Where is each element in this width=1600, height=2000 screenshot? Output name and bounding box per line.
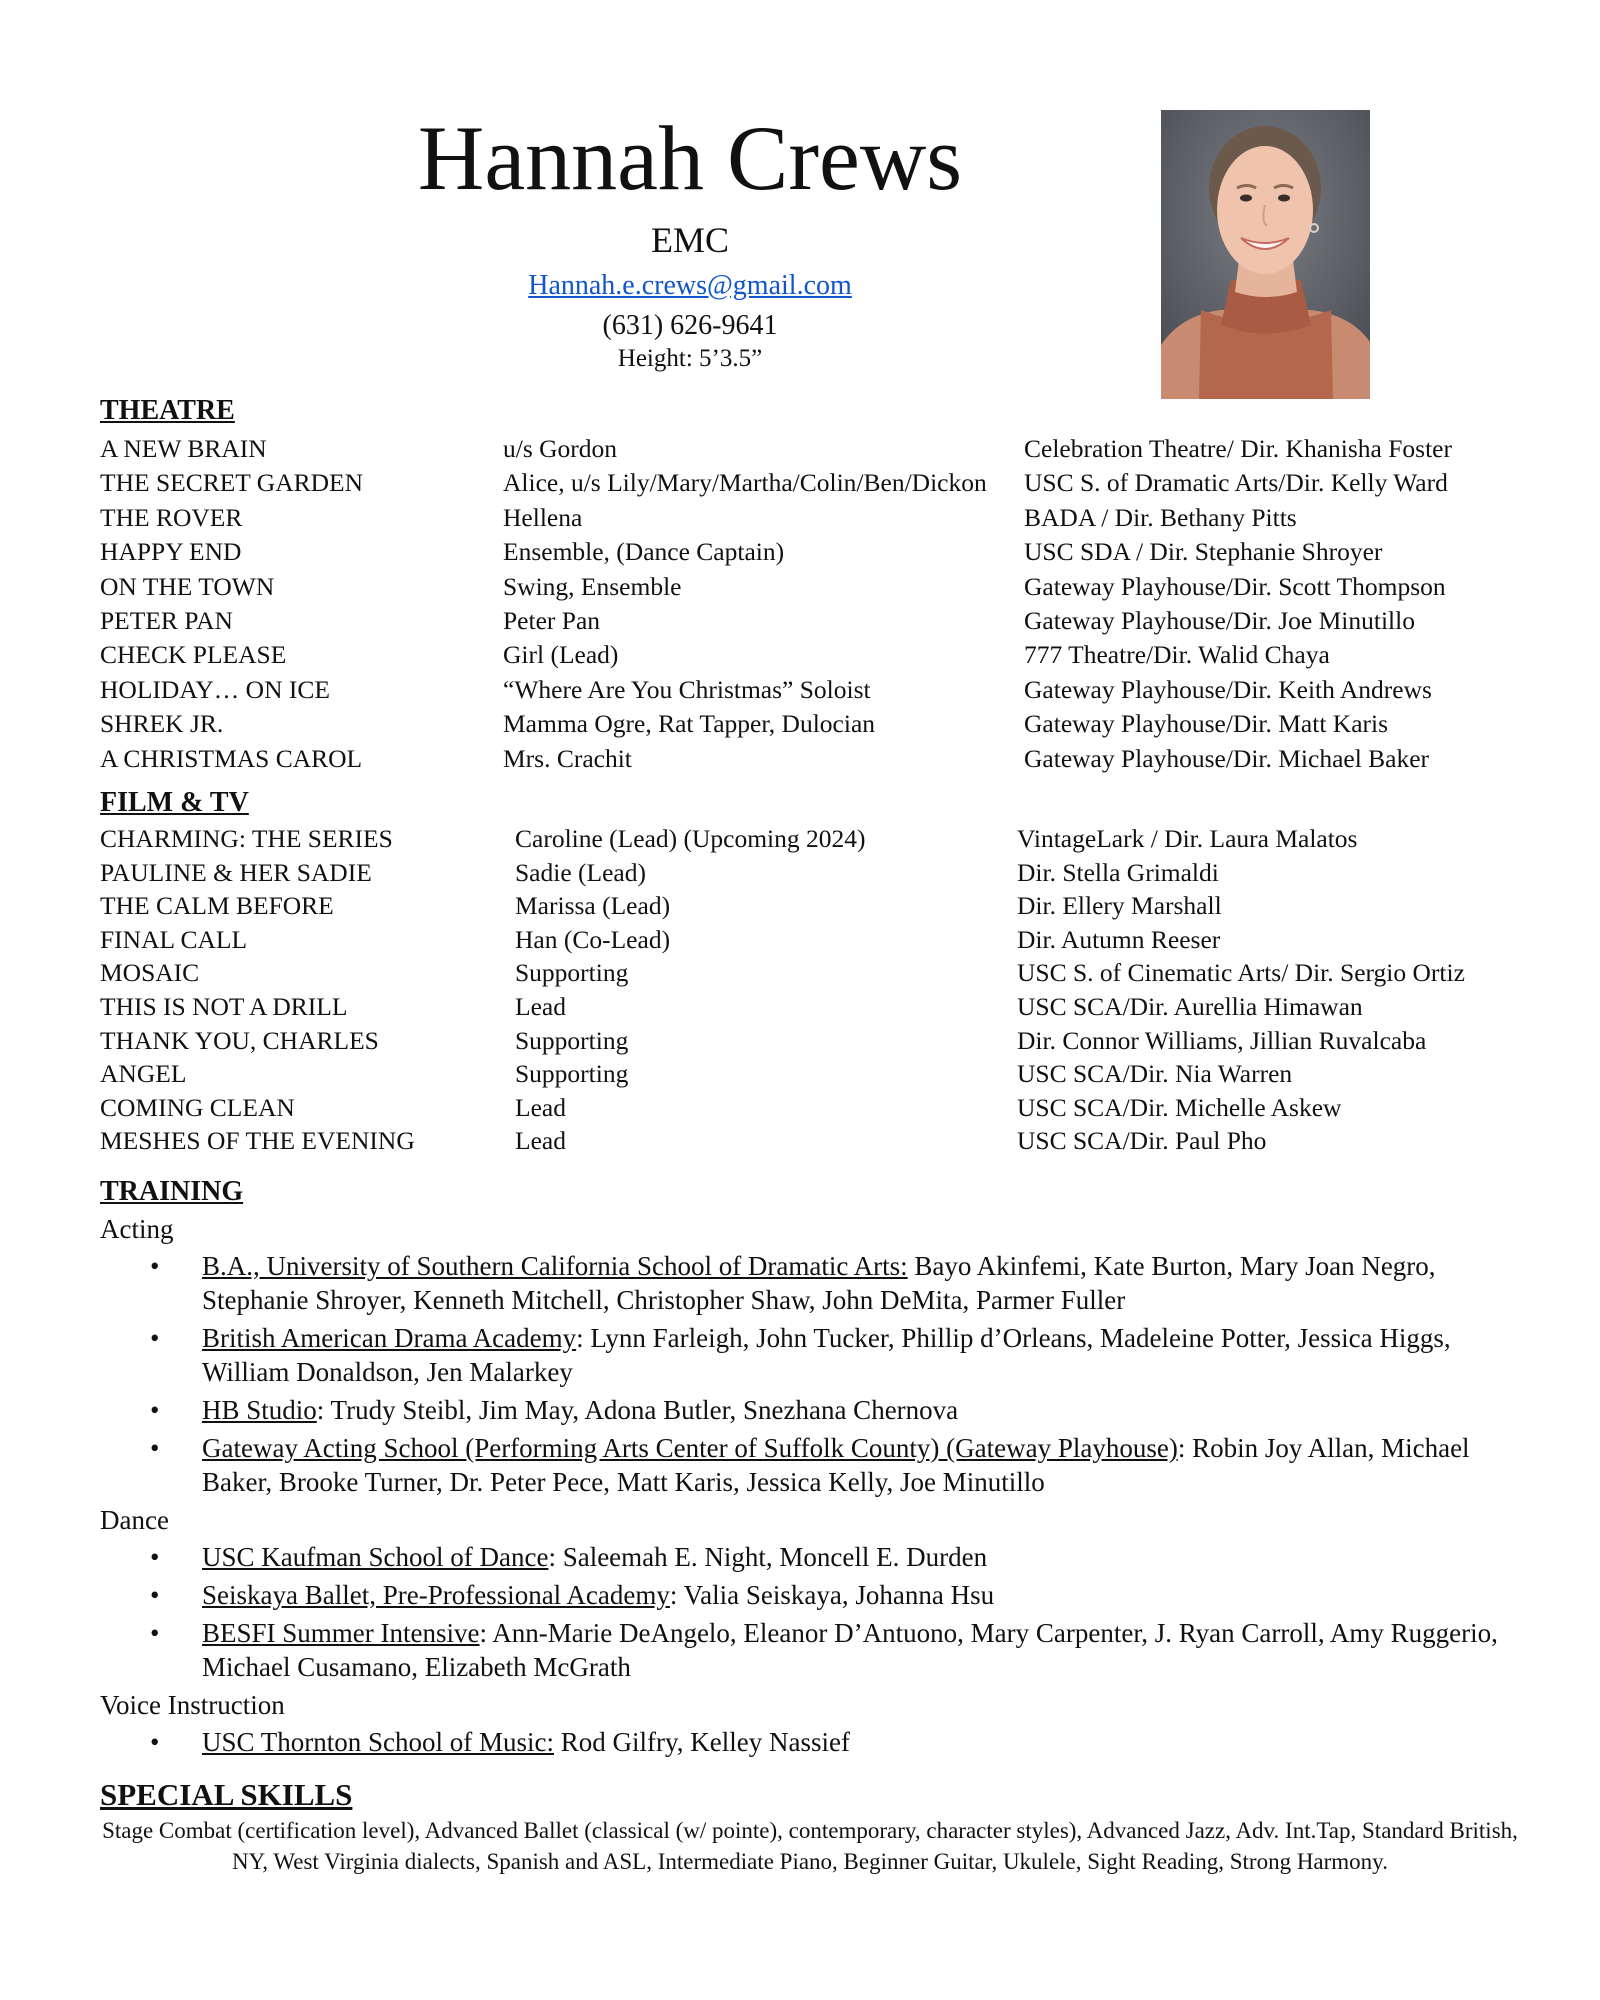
training-category-voice: Voice Instruction bbox=[100, 1690, 285, 1720]
credit-row bbox=[100, 638, 1520, 672]
training-item bbox=[100, 1393, 1540, 1427]
acting-list bbox=[100, 1249, 1540, 1499]
credit-row bbox=[100, 990, 1520, 1024]
credit-role: Marissa (Lead) bbox=[515, 891, 671, 921]
credit-show-title: MOSAIC bbox=[100, 958, 200, 988]
credit-row bbox=[100, 742, 1520, 776]
training-instructors: : Robin Joy Allan, Michael Baker, Brooke Turner, Dr. Peter Pece, Matt Karis, Jessica Kelly, Joe Minutillo bbox=[202, 1433, 1470, 1497]
credit-role: “Where Are You Christmas” Soloist bbox=[503, 674, 871, 704]
training-instructors: Bayo Akinfemi, Kate Burton, Mary Joan Negro, Stephanie Shroyer, Kenneth Mitchell, Christopher Shaw, John DeMita, Parmer Fuller bbox=[202, 1251, 1436, 1315]
credit-venue: Celebration Theatre/ Dir. Khanisha Foster bbox=[1024, 434, 1452, 463]
email-link[interactable]: Hannah.e.crews@gmail.com bbox=[528, 270, 852, 301]
training-school: Seiskaya Ballet, Pre-Professional Academy bbox=[202, 1580, 670, 1610]
headshot-photo bbox=[1161, 110, 1370, 399]
credit-role: Ensemble, (Dance Captain) bbox=[503, 537, 785, 567]
credit-venue: Dir. Ellery Marshall bbox=[1017, 891, 1222, 921]
credit-role: Peter Pan bbox=[503, 605, 601, 635]
credit-role: Supporting bbox=[515, 958, 629, 988]
training-instructors: : Trudy Steibl, Jim May, Adona Butler, Snezhana Chernova bbox=[316, 1395, 959, 1425]
credit-role: Mamma Ogre, Rat Tapper, Dulocian bbox=[503, 709, 876, 739]
credit-venue: Dir. Autumn Reeser bbox=[1017, 924, 1221, 954]
training-school: USC Thornton School of Music: bbox=[202, 1727, 555, 1757]
film-tv-heading: FILM & TV bbox=[100, 787, 249, 818]
credit-row bbox=[100, 535, 1520, 569]
credit-show-title: FINAL CALL bbox=[100, 924, 248, 954]
credit-venue: USC SDA / Dir. Stephanie Shroyer bbox=[1024, 537, 1383, 567]
credit-show-title: HAPPY END bbox=[100, 537, 242, 567]
credit-show-title: THIS IS NOT A DRILL bbox=[100, 991, 348, 1021]
credit-venue: Gateway Playhouse/Dir. Scott Thompson bbox=[1024, 571, 1446, 601]
special-skills-text: Stage Combat (certification level), Advanced Ballet (classical (w/ pointe), contemporary, character styles), Advanced Jazz, Adv. Int.Tap, Standard British, NY, West Virginia dialects, Spanish and ASL, Intermediate Piano, Beginner Guitar, Ukulele, Sight Reading, Strong Harmony. bbox=[102, 1818, 1518, 1874]
credit-role: Lead bbox=[515, 991, 566, 1021]
credit-row bbox=[100, 889, 1520, 923]
credit-show-title: PETER PAN bbox=[100, 605, 233, 635]
credit-show-title: MESHES OF THE EVENING bbox=[100, 1126, 415, 1156]
credit-venue: USC SCA/Dir. Aurellia Himawan bbox=[1017, 991, 1363, 1021]
training-school: B.A., University of Southern California School of Dramatic Arts: bbox=[202, 1251, 908, 1281]
credit-venue: VintageLark / Dir. Laura Malatos bbox=[1017, 824, 1358, 853]
credit-show-title: THE SECRET GARDEN bbox=[100, 468, 364, 498]
credit-show-title: PAULINE & HER SADIE bbox=[100, 857, 372, 887]
credit-role: Swing, Ensemble bbox=[503, 571, 682, 601]
credit-venue: 777 Theatre/Dir. Walid Chaya bbox=[1024, 640, 1330, 670]
credit-venue: USC SCA/Dir. Michelle Askew bbox=[1017, 1092, 1342, 1122]
credit-venue: USC S. of Dramatic Arts/Dir. Kelly Ward bbox=[1024, 468, 1448, 498]
credit-venue: Gateway Playhouse/Dir. Michael Baker bbox=[1024, 743, 1430, 773]
credit-show-title: THE CALM BEFORE bbox=[100, 891, 334, 921]
training-heading: TRAINING bbox=[100, 1176, 244, 1207]
credit-role: Supporting bbox=[515, 1025, 629, 1055]
credit-show-title: ANGEL bbox=[100, 1059, 187, 1089]
credit-row bbox=[100, 1091, 1520, 1125]
voice-list bbox=[100, 1725, 1540, 1759]
credit-row bbox=[100, 570, 1520, 604]
training-instructors: : Ann-Marie DeAngelo, Eleanor D’Antuono, Mary Carpenter, J. Ryan Carroll, Amy Ruggerio, Michael Cusamano, Elizabeth McGrath bbox=[202, 1618, 1498, 1682]
credit-venue: USC SCA/Dir. Nia Warren bbox=[1017, 1059, 1293, 1089]
training-school: USC Kaufman School of Dance bbox=[202, 1542, 549, 1572]
training-item bbox=[100, 1249, 1540, 1317]
credit-role: Alice, u/s Lily/Mary/Martha/Colin/Ben/Dickon bbox=[503, 468, 987, 498]
training-school: BESFI Summer Intensive bbox=[202, 1618, 480, 1648]
theatre-credits bbox=[100, 432, 1520, 776]
training-category-dance: Dance bbox=[100, 1505, 169, 1535]
credit-role: Supporting bbox=[515, 1059, 629, 1089]
special-skills-heading: SPECIAL SKILLS bbox=[100, 1777, 353, 1812]
credit-role: Han (Co-Lead) bbox=[515, 924, 671, 954]
training-item bbox=[100, 1321, 1540, 1389]
training-school: HB Studio bbox=[202, 1395, 317, 1425]
credit-show-title: COMING CLEAN bbox=[100, 1092, 295, 1122]
height-info: Height: 5’3.5” bbox=[617, 345, 763, 372]
credit-show-title: THE ROVER bbox=[100, 502, 243, 532]
credit-row bbox=[100, 1024, 1520, 1058]
credit-venue: USC S. of Cinematic Arts/ Dir. Sergio Ortiz bbox=[1017, 958, 1465, 988]
dance-list bbox=[100, 1540, 1540, 1684]
credit-row bbox=[100, 673, 1520, 707]
credit-role: Lead bbox=[515, 1092, 566, 1122]
credit-role: u/s Gordon bbox=[503, 434, 618, 463]
bullet-icon: • bbox=[150, 1618, 160, 1648]
credit-row bbox=[100, 856, 1520, 890]
training-instructors: : Lynn Farleigh, John Tucker, Phillip d’Orleans, Madeleine Potter, Jessica Higgs, William Donaldson, Jen Malarkey bbox=[202, 1323, 1451, 1387]
bullet-icon: • bbox=[150, 1323, 160, 1353]
training-item bbox=[100, 1616, 1540, 1684]
email-line bbox=[300, 272, 1080, 300]
training-instructors: : Saleemah E. Night, Moncell E. Durden bbox=[548, 1542, 988, 1572]
credit-row bbox=[100, 923, 1520, 957]
phone-number: (631) 626-9641 bbox=[602, 310, 778, 341]
training-item bbox=[100, 1725, 1540, 1759]
credit-show-title: SHREK JR. bbox=[100, 709, 224, 739]
theatre-heading: THEATRE bbox=[100, 395, 235, 426]
bullet-icon: • bbox=[150, 1542, 160, 1572]
credit-row bbox=[100, 604, 1520, 638]
credit-venue: USC SCA/Dir. Paul Pho bbox=[1017, 1126, 1267, 1156]
training-item bbox=[100, 1540, 1540, 1574]
credit-show-title: A NEW BRAIN bbox=[100, 434, 267, 463]
bullet-icon: • bbox=[150, 1395, 160, 1425]
bullet-icon: • bbox=[150, 1580, 160, 1610]
training-category-acting: Acting bbox=[100, 1214, 174, 1244]
credit-venue: Gateway Playhouse/Dir. Matt Karis bbox=[1024, 709, 1389, 739]
credit-show-title: ON THE TOWN bbox=[100, 571, 275, 601]
credit-row bbox=[100, 822, 1520, 856]
credit-role: Caroline (Lead) (Upcoming 2024) bbox=[515, 824, 866, 853]
credit-show-title: CHECK PLEASE bbox=[100, 640, 287, 670]
credit-show-title: HOLIDAY… ON ICE bbox=[100, 674, 330, 704]
credit-row bbox=[100, 501, 1520, 535]
credit-row bbox=[100, 1124, 1520, 1158]
credit-venue: Dir. Connor Williams, Jillian Ruvalcaba bbox=[1017, 1025, 1427, 1055]
credit-venue: Gateway Playhouse/Dir. Keith Andrews bbox=[1024, 674, 1432, 704]
union-status: EMC bbox=[650, 220, 729, 260]
bullet-icon: • bbox=[150, 1251, 160, 1281]
credit-venue: Gateway Playhouse/Dir. Joe Minutillo bbox=[1024, 605, 1415, 635]
credit-show-title: A CHRISTMAS CAROL bbox=[100, 743, 363, 773]
credit-venue: Dir. Stella Grimaldi bbox=[1017, 857, 1219, 887]
training-instructors: : Valia Seiskaya, Johanna Hsu bbox=[669, 1580, 995, 1610]
training-instructors: Rod Gilfry, Kelley Nassief bbox=[554, 1727, 850, 1757]
bullet-icon: • bbox=[150, 1433, 160, 1463]
credit-show-title: THANK YOU, CHARLES bbox=[100, 1025, 379, 1055]
bullet-icon: • bbox=[150, 1727, 160, 1757]
credit-row bbox=[100, 707, 1520, 741]
credit-row bbox=[100, 1057, 1520, 1091]
actor-name: Hannah Crews bbox=[417, 107, 963, 209]
credit-role: Girl (Lead) bbox=[503, 640, 619, 670]
training-section bbox=[100, 1212, 1540, 1763]
credit-role: Mrs. Crachit bbox=[503, 743, 632, 773]
training-school: Gateway Acting School (Performing Arts Center of Suffolk County) (Gateway Playhouse) bbox=[202, 1433, 1178, 1463]
training-item bbox=[100, 1578, 1540, 1612]
credit-show-title: CHARMING: THE SERIES bbox=[100, 824, 393, 853]
credit-role: Hellena bbox=[503, 502, 583, 532]
credit-row bbox=[100, 432, 1520, 466]
training-item bbox=[100, 1431, 1540, 1499]
credit-venue: BADA / Dir. Bethany Pitts bbox=[1024, 502, 1297, 532]
credit-role: Sadie (Lead) bbox=[515, 857, 646, 887]
credit-role: Lead bbox=[515, 1126, 566, 1156]
credit-row bbox=[100, 956, 1520, 990]
training-school: British American Drama Academy bbox=[202, 1323, 577, 1353]
credit-row bbox=[100, 466, 1520, 500]
film-tv-credits bbox=[100, 822, 1520, 1158]
